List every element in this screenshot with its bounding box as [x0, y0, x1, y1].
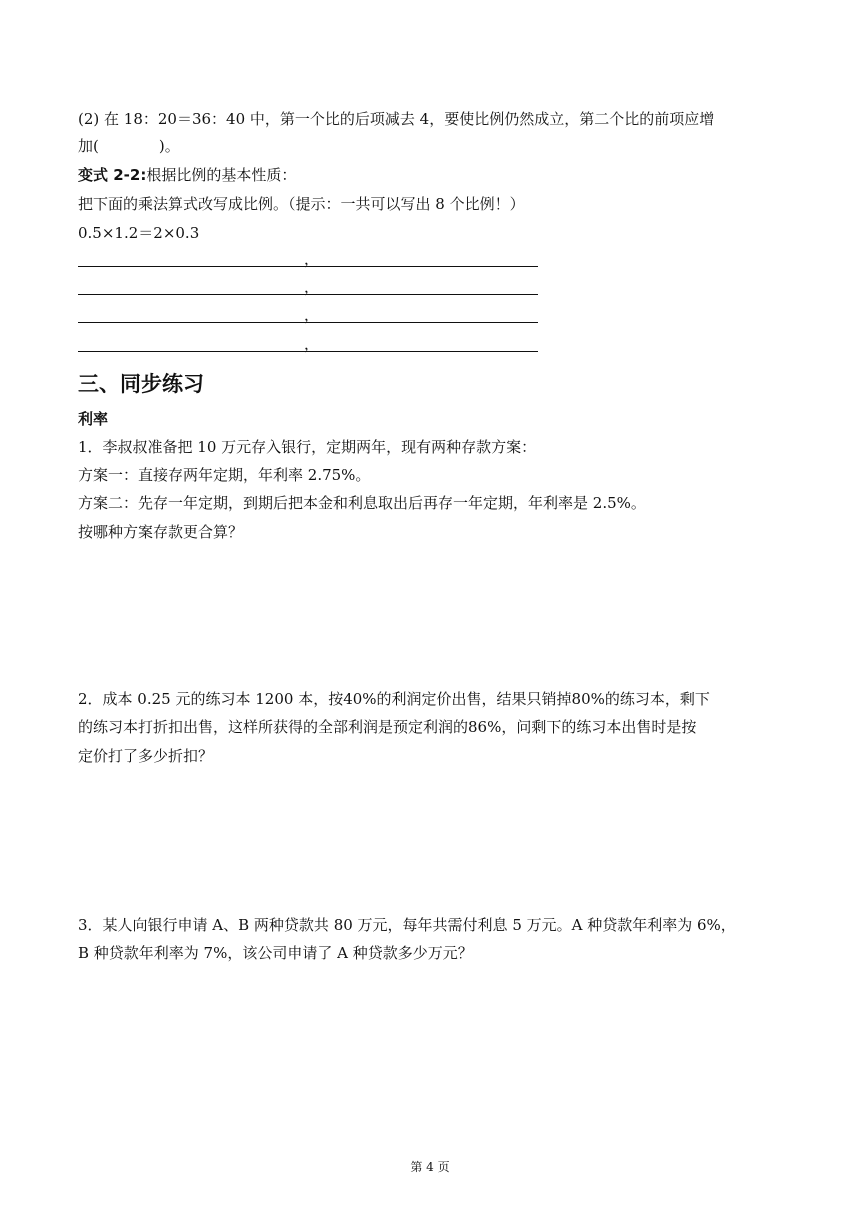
- blank-separator: ，: [304, 278, 320, 296]
- answer-blank-row[interactable]: [78, 280, 538, 295]
- blank-separator: ，: [304, 335, 320, 353]
- variant-2-2: [78, 164, 296, 185]
- page-number: 第 4 页: [410, 1160, 450, 1174]
- variant-equation: 0.5×1.2＝2×0.3: [78, 224, 200, 242]
- answer-blank-row[interactable]: [78, 308, 538, 323]
- problem-3-line-1: 3．某人向银行申请 A、B 两种贷款共 80 万元，每年共需付利息 5 万元。A 种贷款年利率为 6%，: [78, 916, 736, 934]
- question-2-line-1: (2) 在 18：20＝36：40 中，第一个比的后项减去 4，要使比例仍然成立，第二个比的前项应增: [78, 110, 715, 128]
- answer-blank-row[interactable]: [78, 337, 538, 352]
- variant-instruction: 把下面的乘法算式改写成比例。（提示：一共可以写出 8 个比例！）: [78, 195, 525, 213]
- problem-3-line-2: B 种贷款年利率为 7%，该公司申请了 A 种贷款多少万元？: [78, 944, 473, 962]
- blank-separator: ，: [304, 306, 320, 324]
- section-subtitle: 利率: [78, 410, 109, 428]
- variant-text: 根据比例的基本性质：: [146, 166, 297, 184]
- problem-1-line-4: 按哪种方案存款更合算？: [78, 523, 244, 541]
- answer-blank-row[interactable]: [78, 252, 538, 267]
- problem-2-line-2: 的练习本打折扣出售，这样所获得的全部利润是预定利润的86%，问剩下的练习本出售时是按: [78, 718, 697, 736]
- problem-1-line-2: 方案一：直接存两年定期，年利率 2.75%。: [78, 466, 371, 484]
- section-title: 三、同步练习: [78, 372, 204, 396]
- variant-label: 变式 2-2:: [78, 166, 147, 184]
- question-2-line-2: 加( )。: [78, 137, 180, 155]
- problem-2-line-3: 定价打了多少折扣？: [78, 747, 214, 765]
- problem-2-line-1: 2．成本 0.25 元的练习本 1200 本，按40%的利润定价出售，结果只销掉80%的练习本，剩下: [78, 690, 710, 708]
- problem-1-line-3: 方案二：先存一年定期，到期后把本金和利息取出后再存一年定期，年利率是 2.5%。: [78, 494, 646, 512]
- blank-separator: ，: [304, 250, 320, 268]
- problem-1-line-1: 1．李叔叔准备把 10 万元存入银行，定期两年，现有两种存款方案：: [78, 438, 537, 456]
